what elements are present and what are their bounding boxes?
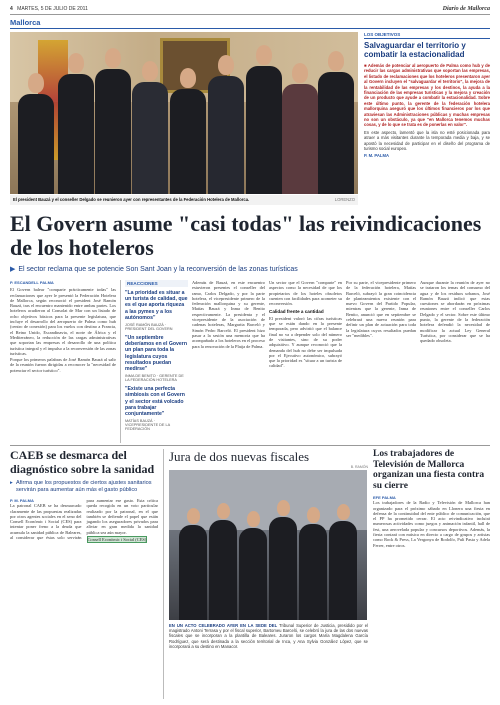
caeb-bullet: ▸ Afirma que los propuestos de ciertos ajustes sanitarios servirán para aumentar aún más el gasto público	[10, 480, 158, 494]
article-paragraph: El Govern balear "comparte prácticamente todas" las reclamaciones que ayer le presentó la Federación Hotelera de Mallorca, según reconoció el president José Ramón Bauzá, tras el encuentro mantenido entre ambas partes. Los hoteleros acudieron al Consolat de Mar con un listado de ocho objetivos básicos para la presente legislatura, que incluye el desarrollo del aeropuerto de Palma como hub (centro de conexión) para los vuelos con destino a Francia, el Reino Unido, Escandinavia, el norte de África y el Mediterráneo, la reducción de las cargas administrativas que soportan las empresas el desarrollo de una política turística integral y el impulso a la reconversión de las zonas turísticas.	[10, 287, 116, 356]
article-paragraph: El president valoró las cifras turísticas que se están dando en la presente temporada, pero advirtió que el balance final no va a depender solo del número de visitantes, sino de su poder adquisitivo. Y aunque reconoció que la demanda del hub no debe ser impulsada por el Ejecutivo autonómico, subrayó que la prioridad es "situar a un turista de calidad".	[269, 315, 342, 369]
sidebar-tag: LOS OBJETIVOS	[364, 32, 490, 39]
jura-article	[163, 449, 368, 699]
sidebar-lead: ■ Además de potenciar al aeropuerto de Palma como hub y de reducir las cargas administrativas que soportan las empresas, el listado de reclamaciones que los hoteleros presentaron ayer al Govern incluyen el "salvaguardar el territorio", la mejora de la rentabilidad de las empresas y los destinos, la ayuda a la financiación de las empresas turísticas y la mejora y creación de un producto que ayude a combatir la estacionalidad. Sobre este último punto, la gerente de la federación hotelera mallorquina aseguró que los últimos financieros por los que atraviesan las Administraciones públicas y muchas empresas no son un obstáculo, ya que "en Mallorca tenemos muchas cosas, y de lo que se trata es de ponerlas en valor".	[364, 63, 490, 128]
tv-body	[373, 495, 490, 548]
sidebar-objectives	[364, 32, 490, 206]
article-column-1	[10, 280, 116, 443]
photo-person	[58, 53, 94, 194]
page-header	[10, 4, 490, 15]
article-paragraph: Además de Bauzá, en este encuentro estuvieron presentes el conseller del ramo, Carlos Delgado, y por la parte hotelera, el vicepresidente primero de la federación mallorquina y su gerente, Matías Bauzá y Inma de Benito respectivamente. La presidenta y el vicepresidente de la asociación de cadenas hoteleras, Margarita Barceló y Simón Pedro Barceló. El president hizo pasar a la sesión una memoria que ha acompañado a los hoteleros en el proceso para la renovación de la Platja de Palma.	[192, 280, 265, 349]
quote-author: JOSÉ RAMÓN BAUZÁ · PRESIDENT DEL GOVERN	[125, 323, 173, 332]
main-headline: El Govern asume "casi todas" las reivindicaciones de los hoteleros	[10, 211, 482, 260]
photo-person	[170, 68, 206, 194]
article-byline: P. ESCANDELL PALMA	[10, 280, 54, 285]
page-number: 4	[10, 6, 13, 12]
quote-author: INMA DE BENITO · GERENTE DE LA FEDERACIÓN HOTELERA	[125, 374, 184, 383]
photo-person	[246, 45, 282, 194]
sidebar-body	[364, 63, 490, 158]
photo-person	[209, 503, 237, 620]
photo-person	[18, 73, 54, 194]
caeb-bullets	[10, 480, 158, 494]
jura-title: Jura de dos nuevas fiscales	[169, 449, 310, 464]
article-paragraph: Porque los primeros palabras de José Ramón Bauzá al salir de la reunión fueron dirigidas a reconocer la "necesidad de potenciar el sector turístico".	[10, 357, 116, 373]
tv-body-text: Los trabajadores de la Radio y Televisión de Mallorca han organizado para el próximo sábado en Llonera una fiesta en defensa de la continuidad del ente público de comunicación, que el PP ha prometido cerrar. El acto reivindicativo incluirá numerosas actividades como juegos y animación infantil, hall de fest, una aerovelada popular y concursos deportivos. Además, la fiesta contará con música en directo a cargo de grupos y artistas como Rock & Press, La Vergonya de Rodolfo, Puli Pasta y Adela Ferrer, entre otros.	[373, 500, 490, 548]
photo-person	[299, 507, 327, 620]
photo-person	[179, 508, 207, 620]
quote-text: "La prioridad es situar a un turista de calidad, que es el que aporta riqueza a las pymes y a los autónomos"	[125, 290, 188, 321]
quote-text: "Un septiembre deberíamos en el Govern un plan para toda la legislatura cuyos resultados puedan medirse"	[125, 335, 187, 373]
photo-caption	[10, 195, 358, 205]
caeb-article	[10, 449, 158, 699]
header-date: MARTES, 5 DE JULIO DE 2011	[17, 6, 88, 12]
photo-person	[329, 504, 357, 620]
article-paragraph: Un sector que el Govern "comparte" en aspectos como la necesidad de que los propietarios de los hoteles obsoletos cuenten con facilidades para acometer su reconversión.	[269, 280, 342, 307]
jura-caption-text: Tribunal Superior de Justicia, presidido por el magistrado Antoni Terrasa y por el fiscal superior, Bartomeu Barceló, se celebró la jura de las dos nuevas fiscales que se incorporan a la plantilla de Baleares. Juraron los cargos María Magdalena García Rodríguez, que será destinada a la sección territorial de Inca, y Ana Sylvia González López, que se incorporará a su destino en Manacor.	[169, 623, 368, 649]
caeb-highlight: Consell Econòmic i Social (CES)	[87, 537, 147, 543]
tv-byline: EFE PALMA	[373, 495, 396, 500]
main-photo	[10, 32, 358, 194]
header-left	[10, 6, 88, 12]
photo-person	[208, 55, 244, 194]
jura-credit: B. RAMÓN	[350, 465, 368, 469]
article-paragraph: Aunque durante la reunión de ayer no se trataron los temas del consumo del agua y de los residuos urbanos, José Ramón Bauzá indicó que estas cuestiones se abordarán en próximas reuniones entre el conseller Carlos Delgado y el sector. Sobre este último punto, la gerente de la federación hotelera defendió la necesidad de modificar la actual Ley General Turística, por considerar que se ha quedado obsoleta.	[420, 280, 490, 344]
reactions-tag: REACCIONES	[125, 280, 188, 287]
article-column-3	[192, 280, 265, 443]
caeb-byline: P. M. PALMA	[10, 498, 34, 503]
photo-person	[95, 48, 131, 194]
article-column-6	[420, 280, 490, 443]
jura-caption	[169, 623, 368, 649]
section-title: Mallorca	[10, 16, 490, 29]
bottom-section	[10, 445, 490, 700]
subhead-arrow-icon: ▶	[10, 266, 16, 273]
tv-article	[373, 449, 490, 699]
caeb-body	[10, 498, 158, 542]
sidebar-byline: P. M. PALMA	[364, 152, 389, 158]
jura-caption-lead: EN UN ACTO CELEBRADO AYER EN LA SEDE DEL	[169, 623, 278, 628]
jura-photo	[169, 470, 367, 620]
reactions-box	[120, 280, 188, 443]
article-subheading: Calidad frente a cantidad	[269, 309, 324, 315]
newspaper-name: Diario de Mallorca	[442, 6, 490, 12]
article-body	[10, 280, 490, 443]
quote-author: MATÍAS BAUZÁ · VICEPRESIDENTE DE LA FEDERACIÓN	[125, 419, 170, 432]
photo-person	[269, 500, 297, 620]
photo-caption-text: El president Bauzá y el conseller Delgado se reunieron ayer con representantes de la Federación Hotelera de Mallorca.	[13, 197, 250, 202]
caeb-title: CAEB se desmarca del diagnóstico sobre la sanidad	[10, 448, 155, 476]
photo-person	[318, 51, 354, 194]
subhead-text: El sector reclama que se potencie Son Sant Joan y la reconversión de las zonas turísticas	[18, 265, 298, 273]
photo-person	[132, 61, 168, 194]
quote-text: "Existe una perfecta simbiosis con el Govern y el sector está volcado para trabajar conjuntamente"	[125, 386, 185, 418]
tv-title: Los trabajadores de Televisión de Mallorca organizan una fiesta contra su cierre	[373, 449, 485, 491]
caeb-body-text: La patronal CAEB se ha desmarcado claramente de las propuestas realizadas por otros agentes sociales en el seno del Consell Econòmic i Social (CES) para intentar poner freno a la deuda que acumula la sanidad pública de Baleares, al considerar que éstas solo servirán para aumentar ese gasto. Esta crítica queda recogida en un voto particular realizado por la patronal, en el que también se defiende el papel que están jugando los aseguradores privados para aliviar en gran medida la sanidad pública sea aún mayor.	[10, 498, 158, 541]
main-subhead	[10, 263, 490, 275]
article-paragraph: Por su parte, el vicepresidente primero de la federación hotelera, Matías Barceló, subrayó la gran coincidencia de planteamientos existente con el nuevo Govern del Partido Popular, mientras que la gerente, Inma de Benito, anunció que en septiembre se celebrará una nueva reunión para definir un plan de actuación para toda la legislatura cuyos resultados puedan ser "medibles".	[346, 280, 416, 338]
sidebar-body-text: En este aspecto, lamentó que la isla no esté posicionada para atraer a más visitantes durante la temporada media y baja, y se apostó la necesidad de participar en el diseño del programa de turismo social europeo.	[364, 129, 490, 152]
sidebar-title: Salvaguardar el territorio y combatir la estacionalidad	[364, 41, 466, 59]
photo-person	[282, 63, 318, 194]
article-column-4	[269, 280, 342, 443]
article-column-5	[346, 280, 416, 443]
photo-person	[239, 511, 267, 620]
photo-credit: LORENZO	[334, 197, 355, 202]
